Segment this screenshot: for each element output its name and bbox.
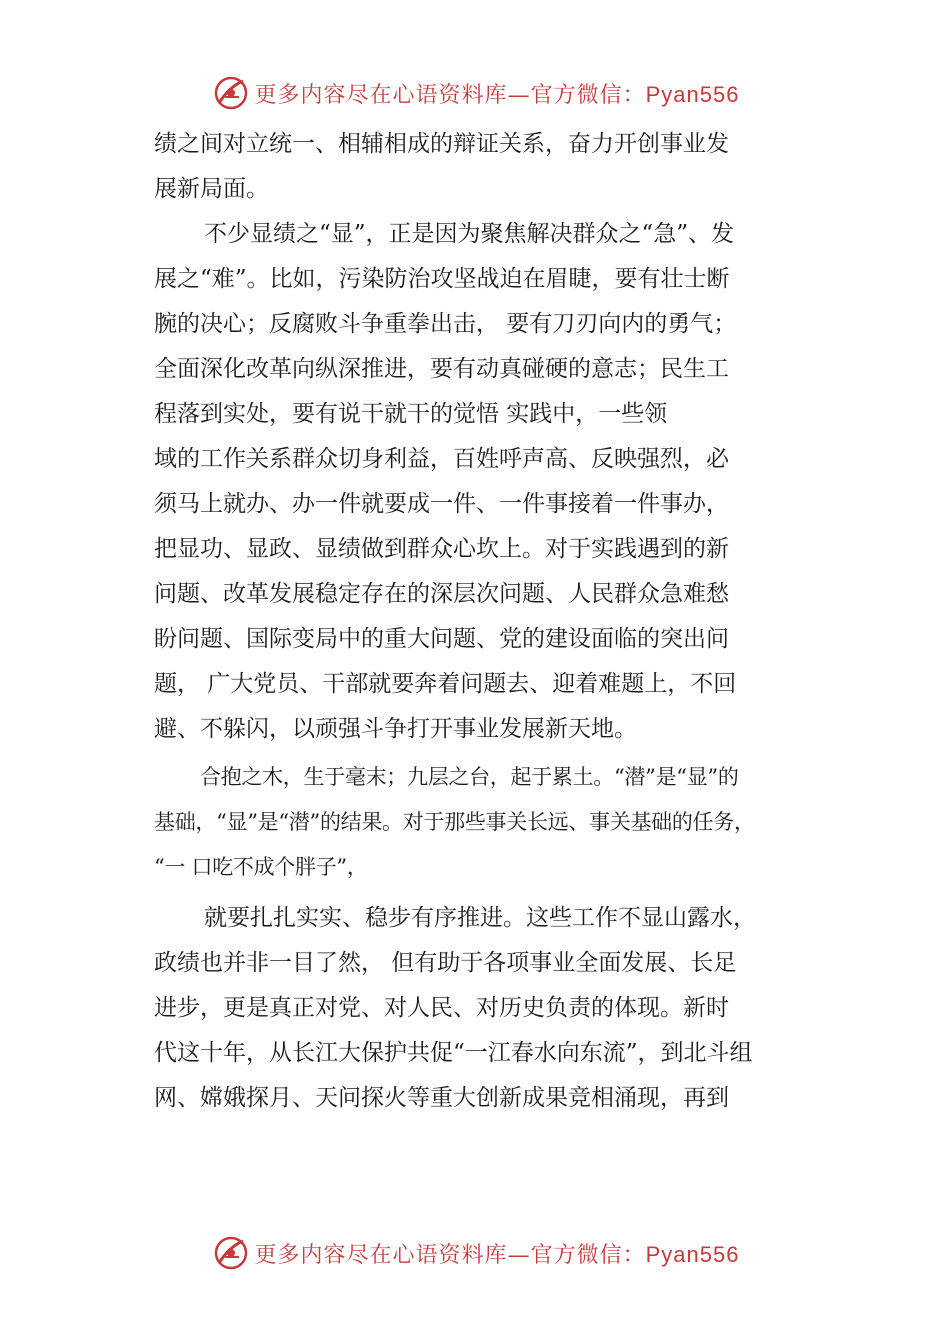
footer-watermark [0,1233,950,1273]
text-line: “一 口吃不成个胖子”， [154,855,368,879]
logo-icon [211,1233,251,1273]
text-line: 程落到实处，要有说干就干的觉悟 实践中，一些领 [154,401,668,427]
logo-icon [211,73,251,113]
text-line: 腕的决心；反腐败斗争重拳出击， 要有刀刃向内的勇气； [154,311,737,337]
text-line: 网、嫦娥探月、天问探火等重大创新成果竞相涌现，再到 [154,1085,729,1111]
text-line: 政绩也并非一目了然， 但有助于各项事业全面发展、长足 [154,950,737,976]
text-line: 盼问题、国际变局中的重大问题、党的建设面临的突出问 [154,626,729,652]
text-line: 不少显绩之“显”，正是因为聚焦解决群众之“急”、发 [204,221,735,247]
text-line: 就要扎扎实实、稳步有序推进。这些工作不显山露水， [204,905,756,931]
text-line: 题， 广大党员、干部就要奔着问题去、迎着难题上，不回 [154,671,737,697]
watermark-text: 更多内容尽在心语资料库—官方微信：Pyan556 [254,1241,740,1268]
text-line: 代这十年，从长江大保护共促“一江春水向东流”，到北斗组 [154,1040,753,1066]
text-line: 域的工作关系群众切身利益，百姓呼声高、反映强烈，必 [154,446,729,472]
text-line: 展之“难”。比如，污染防治攻坚战迫在眉睫，要有壮士断 [154,266,730,292]
text-line: 进步，更是真正对党、对人民、对历史负责的体现。新时 [154,995,729,1021]
text-line: 避、不躲闪，以顽强斗争打开事业发展新天地。 [154,716,637,742]
text-line: 绩之间对立统一、相辅相成的辩证关系，奋力开创事业发 [154,131,729,157]
text-line: 展新局面。 [154,176,269,202]
watermark-text: 更多内容尽在心语资料库—官方微信：Pyan556 [254,81,740,108]
text-line: 全面深化改革向纵深推进，要有动真碰硬的意志；民生工 [154,356,729,382]
text-line: 把显功、显政、显绩做到群众心坎上。对于实践遇到的新 [154,536,729,562]
text-line: 合抱之木，生于毫末；九层之台，起于累土。“潜”是“显”的 [200,765,739,789]
header-watermark [0,73,950,113]
text-line: 基础，“显”是“潜”的结果。对于那些事关长远、事关基础的任务， [154,810,755,834]
document-body [154,122,804,1121]
text-line: 问题、改革发展稳定存在的深层次问题、人民群众急难愁 [154,581,729,607]
text-line: 须马上就办、办一件就要成一件、一件事接着一件事办， [154,491,729,517]
